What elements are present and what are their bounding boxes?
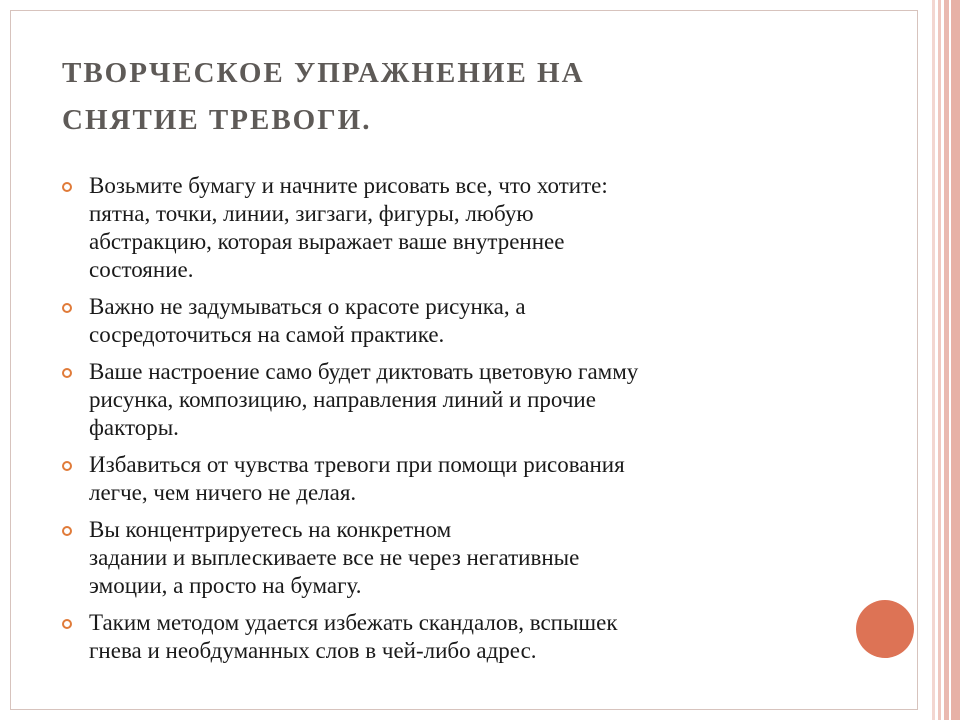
decorative-stripes — [930, 0, 960, 720]
bullet-line: Ваше настроение само будет диктовать цветовую гамму — [89, 359, 639, 384]
bullet-item — [62, 358, 822, 442]
stripe-3 — [944, 0, 949, 720]
title-line-1: ТВОРЧЕСКОЕ УПРАЖНЕНИЕ НА — [62, 57, 585, 89]
bullet-line: состояние. — [89, 257, 194, 282]
bullet-text — [89, 358, 822, 442]
orange-ring-bullet-icon — [62, 619, 72, 629]
bullet-line: Избавиться от чувства тревоги при помощи рисования — [89, 452, 625, 477]
stripe-1 — [932, 0, 935, 720]
stripe-4 — [951, 0, 960, 720]
slide-content — [62, 172, 822, 674]
bullet-line: Важно не задумываться о красоте рисунка, а — [89, 294, 526, 319]
bullet-list — [62, 172, 822, 665]
bullet-text — [89, 516, 822, 600]
bullet-text — [89, 293, 822, 349]
bullet-line: сосредоточиться на самой практике. — [89, 322, 445, 347]
bullet-item — [62, 609, 822, 665]
bullet-line: абстракцию, которая выражает ваше внутреннее — [89, 229, 565, 254]
orange-ring-bullet-icon — [62, 526, 72, 536]
bullet-line: гнева и необдуманных слов в чей-либо адрес. — [89, 638, 537, 663]
bullet-text — [89, 609, 822, 665]
bullet-line: Вы концентрируетесь на конкретном — [89, 517, 452, 542]
bullet-line: Возьмите бумагу и начните рисовать все, что хотите: — [89, 173, 608, 198]
bullet-line: пятна, точки, линии, зигзаги, фигуры, любую — [89, 201, 534, 226]
orange-ring-bullet-icon — [62, 368, 72, 378]
title-line-2: СНЯТИЕ ТРЕВОГИ. — [62, 104, 372, 136]
bullet-line: рисунка, композицию, направления линий и прочие — [89, 387, 596, 412]
stripe-2 — [938, 0, 941, 720]
bullet-item — [62, 293, 822, 349]
bullet-line: эмоции, а просто на бумагу. — [89, 573, 362, 598]
bullet-item — [62, 451, 822, 507]
bullet-line: легче, чем ничего не делая. — [89, 480, 357, 505]
bullet-line: Таким методом удается избежать скандалов, вспышек — [89, 610, 618, 635]
decorative-circle — [856, 600, 914, 658]
bullet-line: задании и выплескиваете все не через негативные — [89, 545, 580, 570]
bullet-line: факторы. — [89, 415, 179, 440]
orange-ring-bullet-icon — [62, 182, 72, 192]
bullet-item — [62, 516, 822, 600]
bullet-text — [89, 451, 822, 507]
bullet-text — [89, 172, 822, 284]
slide-title — [62, 50, 822, 144]
bullet-item — [62, 172, 822, 284]
orange-ring-bullet-icon — [62, 461, 72, 471]
orange-ring-bullet-icon — [62, 303, 72, 313]
